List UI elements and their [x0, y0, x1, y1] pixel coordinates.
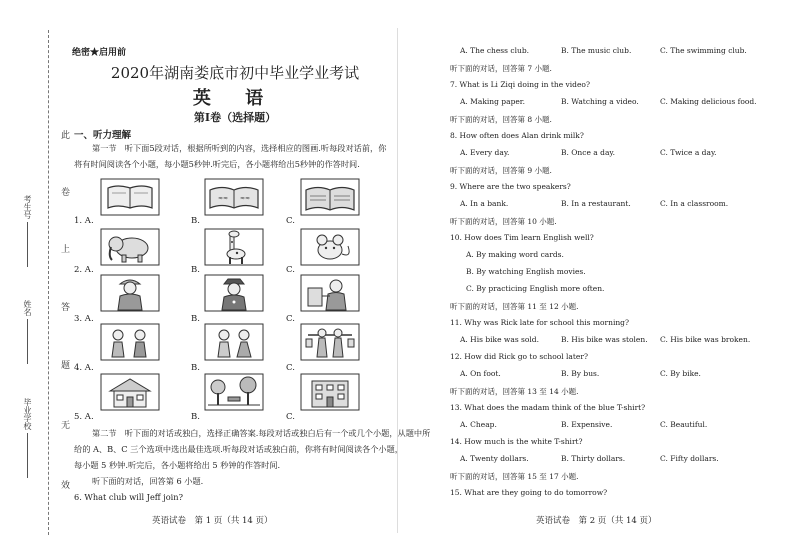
instruction-11: 听下面的对话，回答第 11 至 12 小题.	[450, 302, 579, 311]
q11-option-b[interactable]: B. His bike was stolen.	[561, 335, 648, 344]
question-13: 13. What does the madam think of the blue T-shirt?	[450, 403, 646, 412]
instruction-13: 听下面的对话，回答第 13 至 14 小题.	[450, 387, 579, 396]
police-officer-icon[interactable]	[204, 274, 264, 312]
svg-text:≈≈: ≈≈	[240, 195, 251, 202]
question-10: 10. How does Tim learn English well?	[450, 233, 594, 242]
binding-dashed-line	[48, 30, 49, 535]
house-icon[interactable]	[100, 373, 160, 411]
q4-label: 4. A.	[74, 363, 94, 373]
instruction-7: 听下面的对话，回答第 7 小题.	[450, 64, 552, 73]
q2-b-label: B.	[191, 265, 200, 275]
question-12: 12. How did Rick go to school later?	[450, 352, 588, 361]
q2-c-label: C.	[286, 265, 295, 275]
margin-cut-char: 答	[61, 303, 71, 313]
q4-b-label: B.	[191, 363, 200, 373]
q5-b-label: B.	[191, 412, 200, 422]
school-label: 毕业学校	[23, 398, 32, 430]
q10-option-c[interactable]: C. By practicing English more often.	[466, 284, 605, 293]
section-heading: 一、听力理解	[74, 130, 132, 141]
instruction-8: 听下面的对话，回答第 8 小题.	[450, 115, 552, 124]
exam-title: 2020年湖南娄底市初中毕业学业考试	[110, 64, 360, 82]
q5-c-label: C.	[286, 412, 295, 422]
q9-option-c[interactable]: C. In a classroom.	[660, 199, 729, 208]
q9-option-b[interactable]: B. In a restaurant.	[561, 199, 631, 208]
part2-line: 给的 A、B、C 三个选项中选出最佳选项.听每段对话或独白前，你将有时间阅读各个小题，	[74, 444, 403, 454]
q6-option-a[interactable]: A. The chess club.	[460, 46, 530, 55]
question-15: 15. What are they going to do tomorrow?	[450, 488, 608, 497]
boy-girl-icon[interactable]	[204, 323, 264, 361]
open-book-icon[interactable]	[204, 178, 264, 216]
q3-c-label: C.	[286, 314, 295, 324]
q8-option-a[interactable]: A. Every day.	[460, 148, 510, 157]
building-icon[interactable]	[300, 373, 360, 411]
q7-option-b[interactable]: B. Watching a video.	[561, 97, 639, 106]
q1-label: 1. A.	[74, 216, 94, 226]
margin-cut-char: 无	[61, 421, 71, 431]
instruction-10: 听下面的对话，回答第 10 小题.	[450, 217, 557, 226]
q6-option-b[interactable]: B. The music club.	[561, 46, 632, 55]
part1-line: 将有时间阅读各个小题，每小题5秒钟.听完后，各小题将给出5秒钟的作答时间.	[74, 159, 360, 169]
open-book-icon[interactable]	[100, 178, 160, 216]
q12-option-c[interactable]: C. By bike.	[660, 369, 701, 378]
margin-cut-char: 此	[61, 131, 71, 141]
q12-option-b[interactable]: B. By bus.	[561, 369, 600, 378]
worker-icon[interactable]	[100, 274, 160, 312]
q11-option-a[interactable]: A. His bike was sold.	[460, 335, 539, 344]
q13-option-c[interactable]: C. Beautiful.	[660, 420, 708, 429]
carrying-water-icon[interactable]	[300, 323, 360, 361]
elephant-icon[interactable]	[100, 228, 160, 266]
margin-cut-char: 上	[61, 245, 71, 255]
student-id-field[interactable]	[22, 195, 33, 267]
children-play-icon[interactable]	[100, 323, 160, 361]
question-9: 9. Where are the two speakers?	[450, 182, 571, 191]
page-fold-line	[397, 28, 398, 533]
teacher-icon[interactable]	[300, 274, 360, 312]
footer-right: 英语试卷 第 2 页（共 14 页）	[536, 516, 657, 526]
open-book-icon[interactable]	[300, 178, 360, 216]
q14-option-c[interactable]: C. Fifty dollars.	[660, 454, 719, 463]
q2-label: 2. A.	[74, 265, 94, 275]
q10-option-a[interactable]: A. By making word cards.	[466, 250, 564, 259]
q13-option-a[interactable]: A. Cheap.	[460, 420, 497, 429]
q11-option-c[interactable]: C. His bike was broken.	[660, 335, 751, 344]
q3-label: 3. A.	[74, 314, 94, 324]
school-line	[27, 433, 28, 478]
q1-b-label: B.	[191, 216, 200, 226]
subject-title: 英 语	[192, 88, 278, 109]
instruction-15: 听下面的对话，回答第 15 至 17 小题.	[450, 472, 579, 481]
question-7: 7. What is Li Ziqi doing in the video?	[450, 80, 590, 89]
student-id-line	[27, 222, 28, 267]
q3-b-label: B.	[191, 314, 200, 324]
part2-line: 每小题 5 秒钟.听完后，各小题将给出 5 秒钟的作答时间.	[74, 460, 281, 470]
mouse-icon[interactable]	[300, 228, 360, 266]
q14-option-b[interactable]: B. Thirty dollars.	[561, 454, 626, 463]
q1-c-label: C.	[286, 216, 295, 226]
name-label: 姓名	[23, 300, 32, 316]
part1-line: 第一节 听下面5段对话，根据所听到的内容，选择相应的图画.听每段对话前，你	[92, 143, 387, 153]
svg-text:≈≈: ≈≈	[218, 195, 229, 202]
school-field[interactable]	[22, 398, 33, 478]
footer-left: 英语试卷 第 1 页（共 14 页）	[152, 516, 273, 526]
secret-label: 绝密★启用前	[72, 48, 127, 58]
park-icon[interactable]	[204, 373, 264, 411]
name-field[interactable]	[22, 300, 33, 364]
margin-cut-char: 题	[61, 361, 71, 371]
part2-line: 听下面的对话，回答第 6 小题.	[92, 476, 204, 486]
instruction-9: 听下面的对话，回答第 9 小题.	[450, 166, 552, 175]
student-id-label: 考生号	[23, 195, 32, 219]
q6-option-c[interactable]: C. The swimming club.	[660, 46, 747, 55]
name-line	[27, 319, 28, 364]
q13-option-b[interactable]: B. Expensive.	[561, 420, 613, 429]
q7-option-c[interactable]: C. Making delicious food.	[660, 97, 757, 106]
q10-option-b[interactable]: B. By watching English movies.	[466, 267, 586, 276]
question-8: 8. How often does Alan drink milk?	[450, 131, 584, 140]
q12-option-a[interactable]: A. On foot.	[460, 369, 501, 378]
q4-c-label: C.	[286, 363, 295, 373]
q9-option-a[interactable]: A. In a bank.	[460, 199, 509, 208]
giraffe-icon[interactable]	[204, 228, 264, 266]
q8-option-c[interactable]: C. Twice a day.	[660, 148, 717, 157]
question-14: 14. How much is the white T-shirt?	[450, 437, 583, 446]
volume-title: 第Ⅰ卷（选择题）	[193, 111, 277, 124]
q5-label: 5. A.	[74, 412, 94, 422]
part2-line: 第二节 听下面的对话或独白，选择正确答案.每段对话或独白后有一个或几个小题，从题中所	[92, 428, 431, 438]
q8-option-b[interactable]: B. Once a day.	[561, 148, 616, 157]
q7-option-a[interactable]: A. Making paper.	[460, 97, 525, 106]
question-11: 11. Why was Rick late for school this morning?	[450, 318, 630, 327]
margin-cut-char: 效	[61, 481, 71, 491]
margin-cut-char: 卷	[61, 188, 71, 198]
q14-option-a[interactable]: A. Twenty dollars.	[460, 454, 529, 463]
question-6: 6. What club will Jeff join?	[74, 492, 183, 502]
